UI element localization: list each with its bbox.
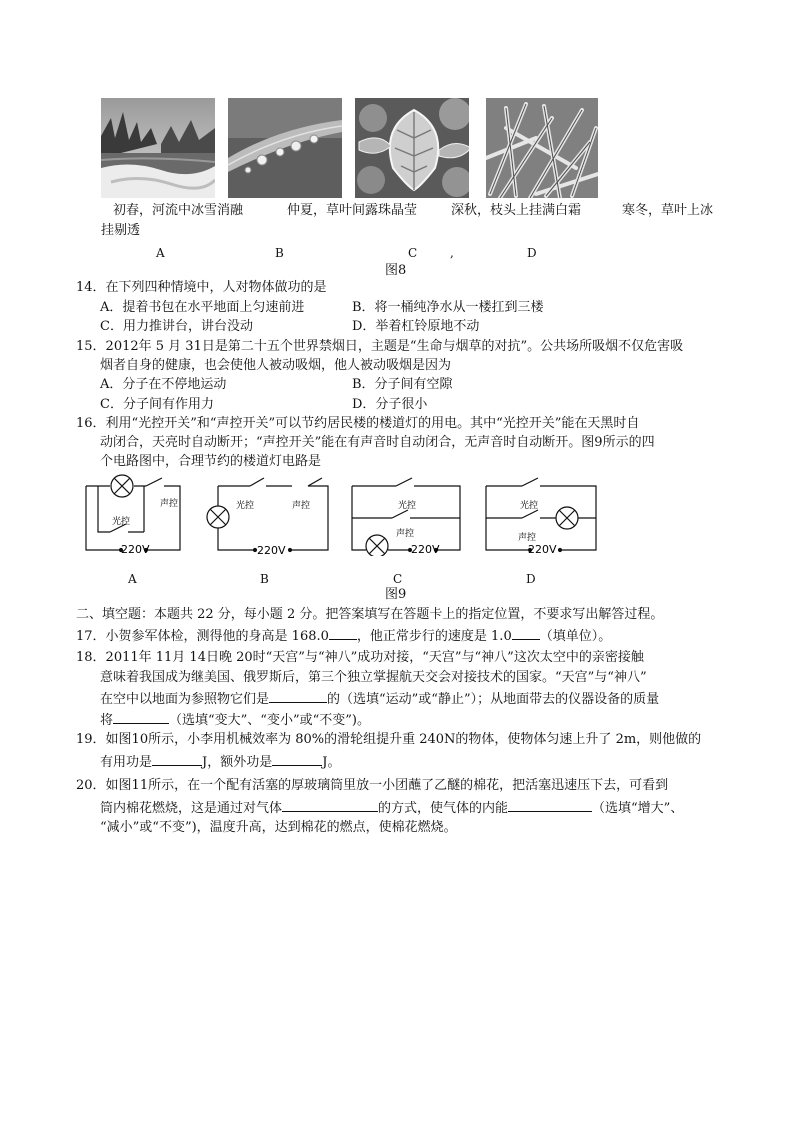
sound-switch-label-c: 声控 (396, 529, 415, 539)
photo-ice-on-grass (486, 98, 598, 198)
q15-option-b: B．分子间有空隙 (352, 377, 453, 392)
sound-switch-label-b: 声控 (292, 501, 311, 511)
q18-blank-mass[interactable] (113, 709, 169, 724)
sound-switch-label-a: 声控 (160, 499, 179, 509)
circuit-d (484, 474, 600, 560)
photo-dew-on-grass (228, 98, 342, 198)
q16-stem-line3: 个电路图中，合理节约的楼道灯电路是 (100, 454, 322, 469)
figure9-letter-a: A (128, 572, 137, 586)
photo-frost-on-leaves (355, 98, 469, 198)
figure9-label: 图9 (385, 587, 407, 602)
light-switch-label-a: 光控 (112, 517, 131, 527)
q18-blank-motion[interactable] (269, 688, 327, 703)
q17-blank-height-unit[interactable] (329, 625, 357, 640)
voltage-label-a: 220V (121, 543, 150, 556)
q17-blank-speed-unit[interactable] (512, 625, 540, 640)
q15-option-a: A．分子在不停地运动 (100, 377, 227, 392)
q20-blank-internal-energy[interactable] (508, 797, 592, 812)
voltage-label-c: 220V (411, 543, 440, 556)
figure9-letter-b: B (260, 572, 269, 586)
circuit-b (204, 474, 330, 560)
q18-line1: 18．2011年 11月 14日晚 20时“天宫”与“神八”成功对接，“天宫”与“神八”这次太空中的亲密接触 (76, 650, 644, 665)
figure8-letter-c: C (408, 246, 418, 260)
caption-river-ice: 初春，河流中冰雪消融 (113, 203, 244, 218)
caption-ice-wrap: 挂剔透 (101, 223, 141, 238)
light-switch-label-d: 光控 (520, 501, 539, 511)
figure8-label: 图8 (385, 263, 407, 278)
q14-stem: 14．在下列四种情境中，人对物体做功的是 (76, 280, 327, 295)
light-switch-label-c: 光控 (398, 501, 417, 511)
q20-blank-method[interactable] (282, 797, 378, 812)
q15-stem-line2: 烟者自身的健康，也会使他人被动吸烟，他人被动吸烟是因为 (100, 358, 452, 373)
sound-switch-label-d: 声控 (518, 533, 537, 543)
q15-option-d: D．分子很小 (352, 397, 428, 412)
q17: 17．小贺参军体检，测得他的身高是 168.0 ，他正常步行的速度是 1.0 （填单位）。 (76, 625, 611, 647)
section2-heading: 二、填空题：本题共 22 分，每小题 2 分。把答案填写在答题卡上的指定位置，不要求写出解答过程。 (76, 607, 664, 622)
circuit-c (348, 474, 466, 560)
q19-line2: 有用功是 J，额外功是 J。 (100, 751, 340, 773)
voltage-label-d: 220V (528, 543, 557, 556)
q19-line1: 19．如图10所示，小李用机械效率为 80%的滑轮组提升重 240N的物体，使物体匀速上升了 2m，则他做的 (76, 732, 702, 747)
q18-line4: 将 （选填“变大”、“变小”或“不变”)。 (100, 709, 370, 731)
q19-blank-extra-work[interactable] (272, 751, 322, 766)
figure9-letter-d: D (526, 572, 536, 586)
voltage-label-b: 220V (257, 544, 286, 556)
figure9-letter-c: C (393, 572, 403, 586)
q20-line1: 20．如图11所示，在一个配有活塞的厚玻璃筒里放一小团蘸了乙醚的棉花，把活塞迅速压下去，可看到 (76, 778, 669, 793)
q16-stem-line1: 16．利用“光控开关”和“声控开关”可以节约居民楼的楼道灯的用电。其中“光控开关”能在天黑时自 (76, 416, 640, 431)
q14-option-d: D．举着杠铃原地不动 (352, 319, 480, 334)
q14-option-b: B．将一桶纯净水从一楼扛到三楼 (352, 300, 544, 315)
figure8-letter-a: A (156, 246, 165, 260)
figure8-letter-b: B (275, 246, 284, 260)
q14-option-a: A．提着书包在水平地面上匀速前进 (100, 300, 305, 315)
q18-line2: 意味着我国成为继美国、俄罗斯后，第三个独立掌握航天交会对接技术的国家。“天宫”与“神八” (100, 670, 647, 685)
q15-stem-line1: 15．2012年 5 月 31日是第二十五个世界禁烟日，主题是“生命与烟草的对抗”。公共场所吸烟不仅危害吸 (76, 339, 684, 354)
q14-option-c: C．用力推讲台，讲台没动 (100, 319, 253, 334)
light-switch-label-b: 光控 (236, 501, 255, 511)
photo-river-ice-melting (101, 98, 215, 198)
q20-line3: “减小”或“不变”)，温度升高，达到棉花的燃点，使棉花燃烧。 (100, 820, 457, 835)
caption-ice: 寒冬，草叶上冰 (622, 203, 714, 218)
q16-stem-line2: 动闭合，天亮时自动断开；“声控开关”能在有声音时自动闭合，无声音时自动断开。图9所示的四 (100, 435, 655, 450)
circuit-a (80, 474, 200, 560)
q15-option-c: C．分子间有作用力 (100, 397, 214, 412)
caption-dew: 仲夏，草叶间露珠晶莹 (287, 203, 418, 218)
q18-line3: 在空中以地面为参照物它们是 的（选填“运动”或“静止”）；从地面带去的仪器设备的质量 (100, 688, 659, 710)
caption-frost: 深秋，枝头上挂满白霜 (451, 203, 582, 218)
q19-blank-useful-work[interactable] (152, 751, 202, 766)
figure8-stray-mark: , (450, 246, 454, 260)
q20-line2: 筒内棉花燃烧，这是通过对气体 的方式，使气体的内能 （选填“增大”、 (100, 797, 683, 819)
figure8-letter-d: D (527, 246, 537, 260)
